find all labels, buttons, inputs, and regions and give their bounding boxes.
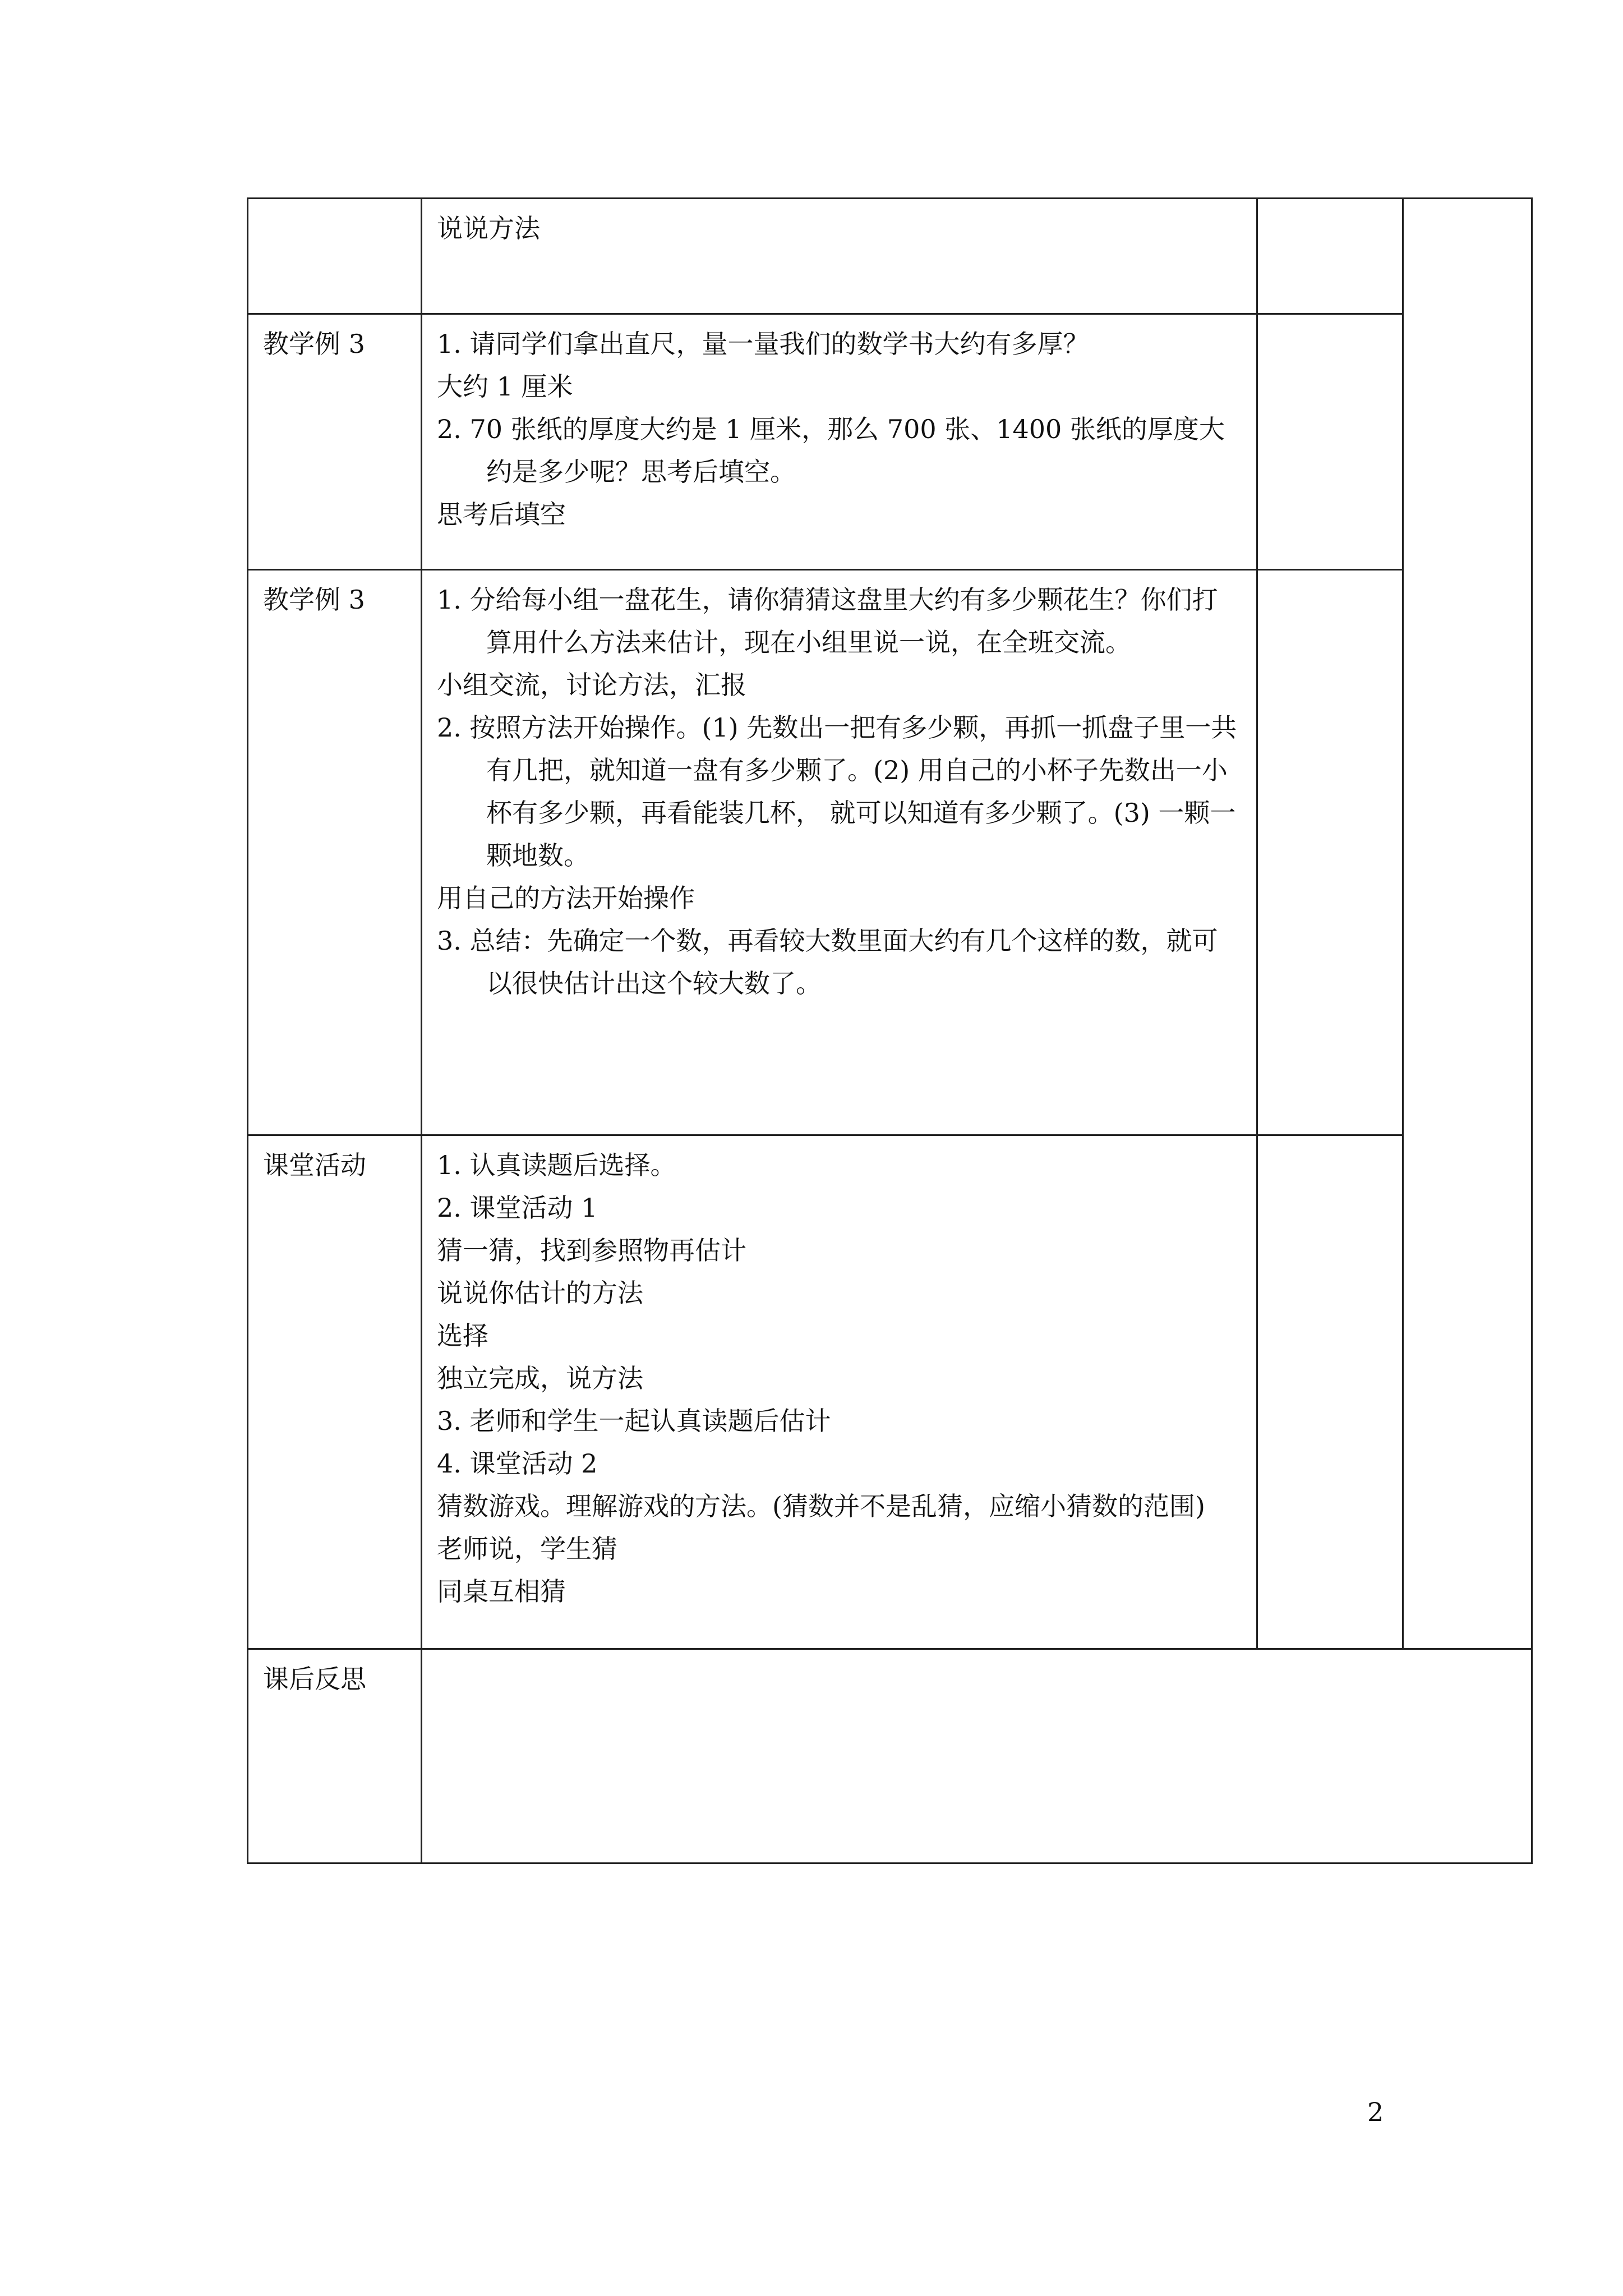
content-line: 猜数游戏。理解游戏的方法。(猜数并不是乱猜，应缩小猜数的范围) [437,1491,1205,1521]
content-line: 1. 认真读题后选择。 [437,1150,676,1180]
empty-cell [1257,199,1403,314]
content-line: 1. 请同学们拿出直尺，量一量我们的数学书大约有多厚？ [437,329,1089,359]
row-content [422,1135,1257,1649]
content-line: 用自己的方法开始操作 [437,883,695,913]
content-line: 2. 课堂活动 1 [437,1193,598,1223]
content-line: 说说方法 [437,213,540,243]
reflection-label: 课后反思 [248,1649,422,1864]
content-line: 说说你估计的方法 [437,1278,643,1308]
page-number: 2 [1367,2097,1384,2127]
content-line: 2. 按照方法开始操作。(1) 先数出一把有多少颗，再抓一抓盘子里一共有几把，就知道一盘有多少颗了。(2) 用自己的小杯子先数出一小杯有多少颗，再看能装几杯， 就可以知道有多少颗了。(3) 一颗一颗地数。 [437,712,1237,871]
row-content [422,314,1257,570]
content-line: 老师说，学生猜 [437,1534,617,1564]
row-label: 教学例 3 [248,314,422,570]
content-line: 选择 [437,1320,488,1351]
row-label: 教学例 3 [248,570,422,1135]
content-line: 4. 课堂活动 2 [437,1448,598,1479]
empty-cell [1403,199,1532,1649]
content-line: 独立完成，说方法 [437,1363,643,1393]
reflection-content [422,1649,1532,1864]
content-line: 思考后填空 [437,499,566,530]
content-line: 2. 70 张纸的厚度大约是 1 厘米，那么 700 张、1400 张纸的厚度大约是多少呢？思考后填空。 [437,414,1225,487]
content-line: 小组交流，讨论方法，汇报 [437,670,746,700]
row-label: 课堂活动 [248,1135,422,1649]
row-label [248,199,422,314]
row-content [422,199,1257,314]
table-row [248,199,1532,314]
table-row [248,314,1532,570]
content-line: 1. 分给每小组一盘花生，请你猜猜这盘里大约有多少颗花生？你们打算用什么方法来估计，现在小组里说一说，在全班交流。 [437,585,1218,657]
empty-cell [1257,570,1403,1135]
empty-cell [1257,314,1403,570]
table-row [248,570,1532,1135]
content-line: 同桌互相猜 [437,1576,566,1607]
empty-cell [1257,1135,1403,1649]
row-content [422,570,1257,1135]
content-line: 猜一猜，找到参照物再估计 [437,1235,746,1266]
lesson-plan-table [247,197,1533,1864]
table-row [248,1649,1532,1864]
content-line: 大约 1 厘米 [437,371,573,402]
content-line: 3. 总结：先确定一个数，再看较大数里面大约有几个这样的数，就可以很快估计出这个较大数了。 [437,926,1218,999]
table-row [248,1135,1532,1649]
content-line: 3. 老师和学生一起认真读题后估计 [437,1406,831,1436]
